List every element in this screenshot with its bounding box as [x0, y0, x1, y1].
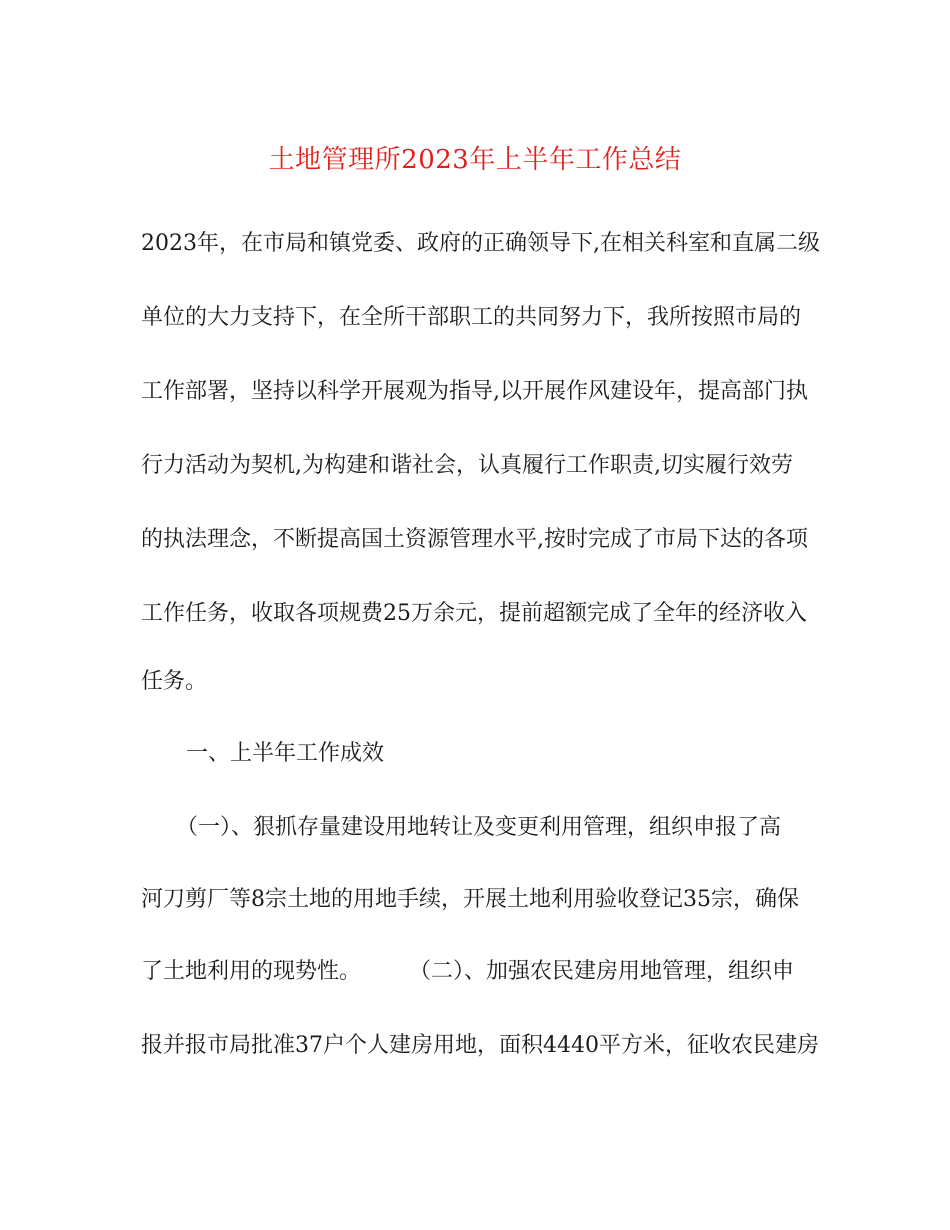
paragraph-line: 单位的大力支持下，在全所干部职工的共同努力下，我所按照市局的: [141, 305, 802, 330]
item-line: 河刀剪厂等8宗土地的用地手续，开展土地利用验收登记35宗，确保: [141, 887, 799, 912]
item-line: 了土地利用的现势性。: [141, 959, 362, 984]
section-heading: 一、上半年工作成效: [186, 741, 385, 766]
paragraph-line: 任务。: [141, 669, 208, 694]
paragraph-line: 工作部署，坚持以科学开展观为指导,以开展作风建设年，提高部门执: [141, 379, 808, 404]
paragraph-line: 的执法理念，不断提高国土资源管理水平,按时完成了市局下达的各项: [141, 527, 808, 552]
paragraph-line: 工作任务，收取各项规费25万余元，提前超额完成了全年的经济收入: [141, 601, 807, 626]
paragraph-line: 2023年，在市局和镇党委、政府的正确领导下,在相关科室和直属二级: [141, 231, 820, 256]
item-line: （一）、狠抓存量建设用地转让及变更利用管理，组织申报了高: [176, 815, 782, 840]
item-line: （二）、加强农民建房用地管理，组织申: [409, 959, 795, 984]
item-line: 报并报市局批准37户个人建房用地，面积4440平方米，征收农民建房: [141, 1033, 819, 1058]
item-line-combined: [141, 956, 821, 988]
paragraph-line: 行力活动为契机,为构建和谐社会，认真履行工作职责,切实履行效劳: [141, 453, 793, 478]
document-title: 土地管理所2023年上半年工作总结: [268, 145, 682, 175]
